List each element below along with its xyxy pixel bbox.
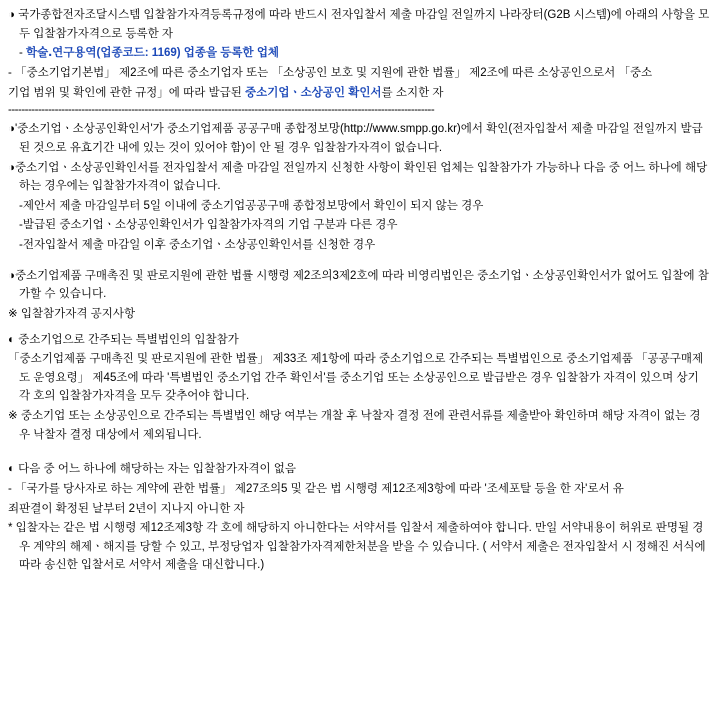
paragraph — [8, 407, 710, 444]
text-run: - 「국가를 당사자로 하는 계약에 관한 법률」 제27조의5 및 같은 법 시행령 제12조제3항에 따라 '조세포탈 등을 한 자'로서 유 — [8, 482, 624, 495]
vertical-spacer — [8, 256, 710, 267]
horizontal-rule-text: -------------------------------------------------------------------------------------------------------------------------------- — [8, 104, 435, 117]
text-run: ◑'중소기업ㆍ소상공인확인서'가 중소기업제품 공공구매 종합정보망(http://www.smpp.go.kr)에서 확인(전자입찰서 제출 마감일 전일까지 발급된 것으로 유효기간 내에 있는 것이 있어야 함)이 안 될 경우 입찰참가자격이 없습니다. — [8, 123, 703, 154]
text-run: * 입찰자는 같은 법 시행령 제12조제3항 각 호에 해당하지 아니한다는 서약서를 입찰서 제출하여야 합니다. 만일 서약내용이 허위로 판명될 경우 계약의 해제ㆍ해지를 당할 수 있고, 부정당업자 입찰참가자격제한처분을 받을 수 있습니다. ( 서약서 제출은 전자입찰서 시 정해진 서식에 따라 송신한 입찰서로 서약서 제출을 대신합니다.) — [8, 522, 706, 572]
paragraph — [8, 197, 710, 216]
highlighted-text: 학술․연구용역(업종코드: 1169) 업종을 등록한 업체 — [26, 47, 280, 60]
vertical-spacer — [8, 445, 710, 460]
text-run: ◑ 국가종합전자조달시스템 입찰참가자격등록규정에 따라 반드시 전자입찰서 제출 마감일 전일까지 나라장터(G2B 시스템)에 아래의 사항을 모두 입찰참가자격으로 등록한 자 — [8, 9, 710, 40]
paragraph — [8, 331, 710, 350]
paragraph — [8, 267, 710, 304]
paragraph — [8, 236, 710, 255]
text-run: ◐ 중소기업으로 간주되는 특별법인의 입찰참가 — [8, 333, 239, 346]
text-run: - — [19, 47, 27, 60]
paragraph — [8, 6, 710, 43]
highlighted-text: 중소기업ㆍ소상공인 확인서 — [245, 86, 382, 99]
text-run: ※ 입찰참가자격 공지사항 — [8, 307, 136, 320]
text-run: -전자입찰서 제출 마감일 이후 중소기업ㆍ소상공인확인서를 신청한 경우 — [19, 239, 376, 252]
paragraph — [8, 519, 710, 575]
paragraph — [8, 159, 710, 196]
paragraph — [8, 64, 710, 83]
text-run: ※ 중소기업 또는 소상공인으로 간주되는 특별법인 해당 여부는 개찰 후 낙찰자 결정 전에 관련서류를 제출받아 확인하며 해당 자격이 없는 경우 낙찰자 결정 대상에서 제외됩니다. — [8, 410, 701, 441]
paragraph — [8, 44, 710, 63]
paragraph — [8, 480, 710, 499]
text-run: 를 소지한 자 — [381, 86, 444, 99]
text-run: -제안서 제출 마감일부터 5일 이내에 중소기업공공구매 종합정보망에서 확인이 되지 않는 경우 — [19, 199, 484, 212]
paragraph — [8, 500, 710, 519]
text-run: 「중소기업제품 구매촉진 및 판로지원에 관한 법률」 제33조 제1항에 따라 중소기업으로 간주되는 특별법인으로 중소기업제품 「공공구매제도 운영요령」 제45조에 따라 '특별법인 중소기업 간주 확인서'를 중소기업 또는 소상공인으로 발급받은 경우 입찰참가 자격이 있으며 상기 각 호의 입찰참가자격을 모두 갖추어야 합니다. — [8, 353, 704, 403]
text-run: 죄판결이 확정된 날부터 2년이 지나지 아니한 자 — [8, 502, 245, 515]
text-run: -발급된 중소기업ㆍ소상공인확인서가 입찰참가자격의 기업 구분과 다른 경우 — [19, 219, 398, 232]
text-run: ◑중소기업제품 구매촉진 및 판로지원에 관한 법률 시행령 제2조의3제2호에 따라 비영리법인은 중소기업ㆍ소상공인확인서가 없어도 입찰에 참가할 수 있습니다. — [8, 269, 709, 301]
paragraph — [8, 350, 710, 406]
text-run: - 「중소기업기본법」 제2조에 따른 중소기업자 또는 「소상공인 보호 및 지원에 관한 법률」 제2조에 따른 소상공인으로서 「중소 — [8, 66, 653, 79]
paragraph — [8, 305, 710, 324]
text-run: ◐ 다음 중 어느 하나에 해당하는 자는 입찰참가자격이 없음 — [8, 463, 297, 476]
paragraph — [8, 460, 710, 479]
paragraph — [8, 120, 710, 157]
text-run: ◑중소기업ㆍ소상공인확인서를 전자입찰서 제출 마감일 전일까지 신청한 사항이 확인된 업체는 입찰참가가 가능하나 다음 중 어느 하나에 해당하는 경우에는 입찰참가자격이 없습니다. — [8, 161, 708, 193]
paragraph — [8, 84, 710, 103]
text-run: 기업 범위 및 확인에 관한 규정」에 따라 발급된 — [8, 86, 246, 99]
paragraph — [8, 216, 710, 235]
